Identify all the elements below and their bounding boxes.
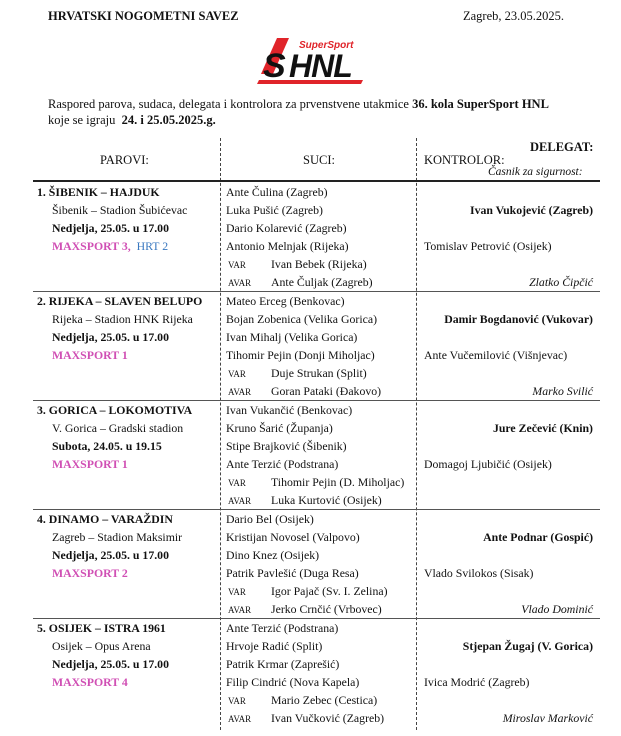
security-officer: Vlado Dominić bbox=[521, 602, 593, 616]
avar-referee: Ante Čuljak (Zagreb) bbox=[271, 275, 373, 289]
referee-main: Mateo Erceg (Benkovac) bbox=[226, 294, 345, 308]
avar-referee: Goran Pataki (Đakovo) bbox=[271, 384, 382, 398]
var-label: VAR bbox=[228, 696, 246, 706]
referee-assistant-1: Kruno Šarić (Županja) bbox=[226, 421, 333, 435]
var-label: VAR bbox=[228, 260, 246, 270]
match-time: Nedjelja, 25.05. u 17.00 bbox=[52, 330, 169, 344]
referee-assistant-2: Patrik Krmar (Zaprešić) bbox=[226, 657, 340, 671]
avar-label: AVAR bbox=[228, 714, 252, 724]
supersport-hnl-logo bbox=[255, 34, 370, 86]
referee-assistant-1: Bojan Zobenica (Velika Gorica) bbox=[226, 312, 378, 326]
intro-paragraph bbox=[48, 96, 593, 128]
column-divider-2 bbox=[416, 138, 417, 730]
intro-text-1: Raspored parova, sudaca, delegata i kontrolora za prvenstvene utakmice bbox=[48, 97, 409, 111]
intro-text-2: koje se igraju bbox=[48, 113, 116, 127]
match-tv bbox=[52, 675, 128, 690]
logo-main-text: HNL bbox=[289, 48, 352, 84]
logo-top-text: SuperSport bbox=[299, 40, 354, 51]
var-label: VAR bbox=[228, 478, 246, 488]
organization-name: HRVATSKI NOGOMETNI SAVEZ bbox=[48, 9, 239, 23]
security-officer: Zlatko Čipčić bbox=[529, 275, 593, 289]
referee-main: Ante Terzić (Podstrana) bbox=[226, 621, 339, 635]
delegate: Jure Zečević (Knin) bbox=[492, 421, 593, 435]
referee-fourth: Ante Terzić (Podstrana) bbox=[226, 457, 339, 471]
svg-text:S: S bbox=[263, 47, 285, 85]
var-referee: Duje Strukan (Split) bbox=[271, 366, 367, 380]
security-officer: Miroslav Marković bbox=[502, 711, 593, 725]
match-tv bbox=[52, 239, 168, 254]
var-label: VAR bbox=[228, 587, 246, 597]
match-stadium: V. Gorica – Gradski stadion bbox=[52, 421, 184, 435]
var-label: VAR bbox=[228, 369, 246, 379]
referee-assistant-1: Kristijan Novosel (Valpovo) bbox=[226, 530, 360, 544]
match-title: 4. DINAMO – VARAŽDIN bbox=[37, 512, 173, 526]
match-tv bbox=[52, 348, 128, 363]
avar-label: AVAR bbox=[228, 387, 252, 397]
delegate: Ivan Vukojević (Zagreb) bbox=[469, 203, 593, 217]
match-title: 2. RIJEKA – SLAVEN BELUPO bbox=[37, 294, 203, 308]
match-separator-3 bbox=[33, 509, 600, 510]
controller: Domagoj Ljubičić (Osijek) bbox=[424, 457, 552, 471]
referee-assistant-1: Luka Pušić (Zagreb) bbox=[226, 203, 323, 217]
match-stadium: Osijek – Opus Arena bbox=[52, 639, 151, 653]
match-time: Nedjelja, 25.05. u 17.00 bbox=[52, 548, 169, 562]
referee-fourth: Antonio Melnjak (Rijeka) bbox=[226, 239, 349, 253]
match-separator-2 bbox=[33, 400, 600, 401]
column-header-kontrolor: KONTROLOR: bbox=[424, 153, 505, 167]
var-referee: Tihomir Pejin (D. Miholjac) bbox=[271, 475, 405, 489]
match-tv bbox=[52, 566, 128, 581]
match-title: 1. ŠIBENIK – HAJDUK bbox=[37, 185, 160, 199]
match-title: 3. GORICA – LOKOMOTIVA bbox=[37, 403, 193, 417]
security-officer: Marko Svilić bbox=[532, 384, 593, 398]
column-header-delegat: DELEGAT: bbox=[530, 140, 594, 154]
match-stadium: Rijeka – Stadion HNK Rijeka bbox=[52, 312, 193, 326]
referee-assistant-2: Ivan Mihalj (Velika Gorica) bbox=[226, 330, 358, 344]
column-header-suci: SUCI: bbox=[303, 153, 335, 167]
match-stadium: Šibenik – Stadion Šubićevac bbox=[52, 203, 188, 217]
referee-fourth: Patrik Pavlešić (Duga Resa) bbox=[226, 566, 359, 580]
avar-label: AVAR bbox=[228, 496, 252, 506]
referee-assistant-1: Hrvoje Radić (Split) bbox=[226, 639, 323, 653]
avar-referee: Jerko Crnčić (Vrbovec) bbox=[271, 602, 382, 616]
avar-referee: Luka Kurtović (Osijek) bbox=[271, 493, 382, 507]
controller: Ivica Modrić (Zagreb) bbox=[424, 675, 530, 689]
tv-channel: MAXSPORT 2 bbox=[52, 566, 128, 580]
header-separator bbox=[33, 180, 600, 182]
match-stadium: Zagreb – Stadion Maksimir bbox=[52, 530, 183, 544]
delegate: Damir Bogdanović (Vukovar) bbox=[444, 312, 593, 326]
column-divider-1 bbox=[220, 138, 221, 730]
var-referee: Mario Zebec (Cestica) bbox=[271, 693, 378, 707]
referee-fourth: Filip Cindrić (Nova Kapela) bbox=[226, 675, 360, 689]
controller: Ante Vučemilović (Višnjevac) bbox=[424, 348, 568, 362]
document-date: Zagreb, 23.05.2025. bbox=[463, 9, 565, 23]
controller: Tomislav Petrović (Osijek) bbox=[424, 239, 552, 253]
tv-channel: MAXSPORT 1 bbox=[52, 348, 128, 362]
match-title: 5. OSIJEK – ISTRA 1961 bbox=[37, 621, 166, 635]
match-time: Nedjelja, 25.05. u 17.00 bbox=[52, 221, 169, 235]
controller: Vlado Svilokos (Sisak) bbox=[424, 566, 534, 580]
referee-main: Dario Bel (Osijek) bbox=[226, 512, 314, 526]
match-time: Nedjelja, 25.05. u 17.00 bbox=[52, 657, 169, 671]
delegate: Ante Podnar (Gospić) bbox=[483, 530, 593, 544]
match-separator-4 bbox=[33, 618, 600, 619]
referee-assistant-2: Dino Knez (Osijek) bbox=[226, 548, 320, 562]
intro-round: 36. kola SuperSport HNL bbox=[412, 97, 549, 111]
intro-dates: 24. i 25.05.2025.g. bbox=[121, 113, 216, 127]
referee-fourth: Tihomir Pejin (Donji Miholjac) bbox=[226, 348, 375, 362]
match-time: Subota, 24.05. u 19.15 bbox=[52, 439, 162, 453]
var-referee: Igor Pajač (Sv. I. Zelina) bbox=[271, 584, 388, 598]
referee-main: Ivan Vukančić (Benkovac) bbox=[226, 403, 353, 417]
tv-channel: MAXSPORT 3, bbox=[52, 239, 131, 253]
avar-referee: Ivan Vučković (Zagreb) bbox=[271, 711, 385, 725]
column-header-casnik: Časnik za sigurnost: bbox=[488, 166, 583, 178]
avar-label: AVAR bbox=[228, 605, 252, 615]
column-header-parovi: PAROVI: bbox=[100, 153, 149, 167]
tv-channel: MAXSPORT 1 bbox=[52, 457, 128, 471]
referee-main: Ante Čulina (Zagreb) bbox=[226, 185, 328, 199]
match-separator-1 bbox=[33, 291, 600, 292]
match-tv bbox=[52, 457, 128, 472]
var-referee: Ivan Bebek (Rijeka) bbox=[271, 257, 367, 271]
avar-label: AVAR bbox=[228, 278, 252, 288]
delegate: Stjepan Žugaj (V. Gorica) bbox=[462, 639, 593, 653]
tv-channel-2: HRT 2 bbox=[136, 239, 169, 253]
tv-channel: MAXSPORT 4 bbox=[52, 675, 128, 689]
referee-assistant-2: Dario Kolarević (Zagreb) bbox=[226, 221, 347, 235]
referee-assistant-2: Stipe Brajković (Šibenik) bbox=[226, 439, 347, 453]
